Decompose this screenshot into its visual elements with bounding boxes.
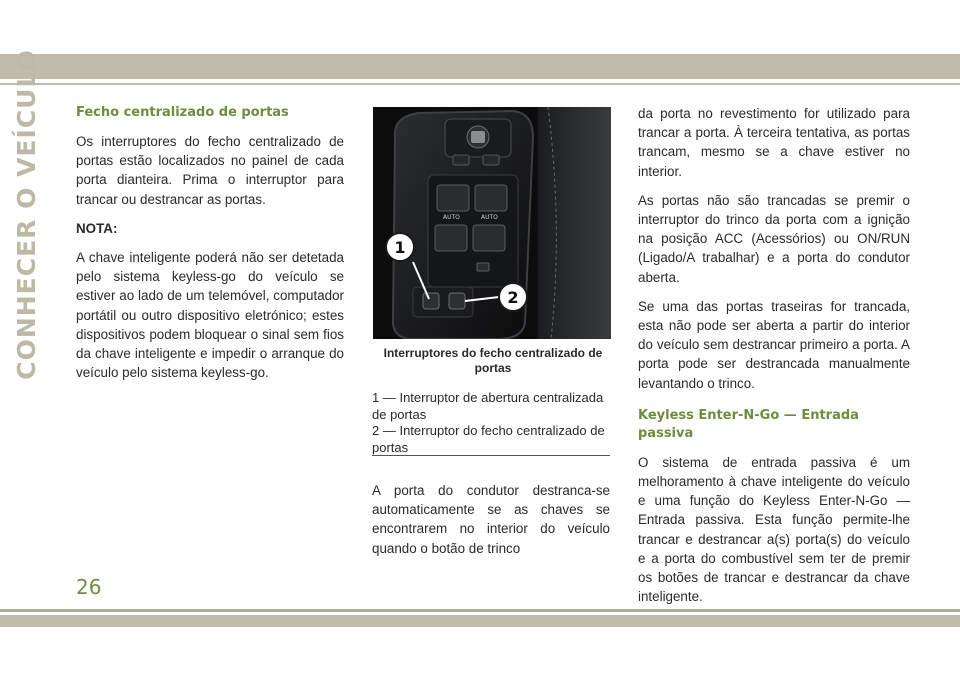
legend-divider: [372, 455, 610, 456]
section-heading-keyless: Keyless Enter-N-Go — Entrada passiva: [638, 407, 859, 441]
legend-item-1: 1 — Interruptor de abertura centralizada de portas: [372, 390, 604, 422]
section-side-tab: [6, 48, 46, 380]
right-column: [638, 104, 910, 616]
header-band: [0, 54, 960, 79]
left-column: [76, 104, 344, 392]
footer-rule: [0, 609, 960, 612]
section-heading-central-locking: Fecho centralizado de portas: [76, 105, 289, 120]
figure-caption: Interruptores do fecho centralizado de portas: [383, 346, 603, 375]
header-rule: [0, 83, 960, 85]
section-side-tab-label: CONHECER O VEÍCULO: [11, 48, 41, 380]
middle-column-text: [372, 481, 610, 558]
unlock-switch: [423, 293, 439, 309]
right-paragraph-4: O sistema de entrada passiva é um melhoramento à chave inteligente do veículo e uma função do Keyless Enter-N-Go — Entrada passiva. Esta função permite-lhe trancar e destrancar a(s) porta(s) do veículo e a porta do combustível sem ter de premir os botões de trancar e destrancar da chave inteligente.: [638, 454, 910, 605]
page-number: 26: [76, 575, 102, 599]
legend-item-2: 2 — Interruptor do fecho centralizado de portas: [372, 423, 605, 455]
callout-1-label: 1: [394, 238, 406, 257]
door-panel-illustration: [373, 107, 611, 339]
door-switch-photo: [373, 107, 611, 339]
figure-legend: [372, 390, 608, 456]
intro-paragraph: Os interruptores do fecho centralizado de portas estão localizados no painel de cada porta dianteira. Prima o interruptor para trancar ou destrancar as portas.: [76, 134, 344, 207]
footer-band: [0, 615, 960, 627]
right-paragraph-2: As portas não são trancadas se premir o interruptor do trinco da porta com a ignição na posição ACC (Acessórios) ou ON/RUN (Ligado/A trabalhar) e a porta do condutor aberta.: [638, 192, 910, 285]
note-label: NOTA:: [76, 220, 118, 236]
switch-label-auto-left: AUTO: [443, 214, 460, 221]
right-paragraph-1: da porta no revestimento for utilizado para trancar a porta. À terceira tentativa, as portas trancam, mesmo se a chave estiver no interior.: [638, 106, 910, 179]
callout-2-label: 2: [507, 288, 519, 307]
right-paragraph-3: Se uma das portas traseiras for trancada, esta não pode ser aberta a partir do interior do veículo sem destrancar primeiro a porta. A porta pode ser destrancada manualmente levantando o trinco.: [638, 298, 910, 391]
lock-switch: [449, 293, 465, 309]
note-text: A chave inteligente poderá não ser detetada pelo sistema keyless-go do veículo se estiver ao lado de um telemóvel, computador portátil ou outro dispositivo eletrónico; estes dispositivos podem bloquear o sinal sem fios da chave inteligente e impedir o arranque do veículo pelo sistema keyless-go.: [76, 250, 344, 381]
switch-label-auto-right: AUTO: [481, 214, 498, 221]
driver-door-paragraph: A porta do condutor destranca-se automaticamente se as chaves se encontrarem no interior do veículo quando o botão de trinco: [372, 483, 610, 556]
